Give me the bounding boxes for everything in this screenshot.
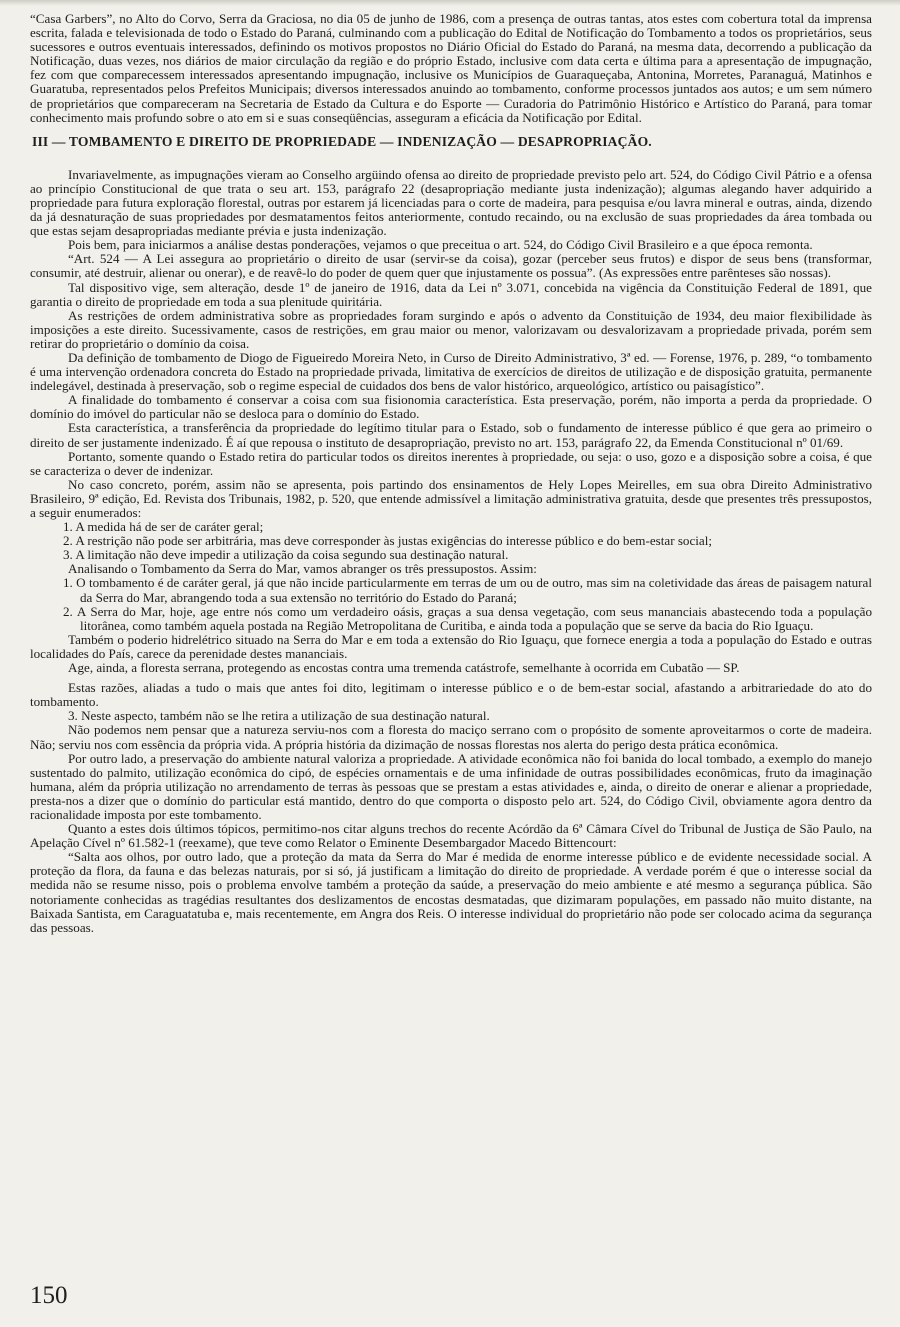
page-number: 150 xyxy=(30,1282,68,1309)
paragraph: A finalidade do tombamento é conservar a coisa com sua fisionomia característica. Esta preservação, porém, não importa a perda da propriedade. O domínio do imóvel do particular não se desloca para o domínio do Estado. xyxy=(30,392,872,422)
paragraph: Também o poderio hidrelétrico situado na Serra do Mar e em toda a extensão do Rio Iguaçu, que fornece energia a toda a população do Estado e outras localidades do País, carece da perenidade destes mananciais. xyxy=(30,631,872,661)
paragraph: Age, ainda, a floresta serrana, protegendo as encostas contra uma tremenda catástrofe, semelhante à ocorrida em Cubatão — SP. xyxy=(68,660,740,676)
paragraph: Da definição de tombamento de Diogo de Figueiredo Moreira Neto, in Curso de Direito Administrativo, 3ª ed. — Forense, 1976, p. 289, “o tombamento é uma intervenção ordenadora concreta do Estado na propriedade privada, limitativa de exercícios de direitos de utilização e de disposição gratuita, permanente indelegável, destinada à preservação, sob o regime especial de cuidados dos bens de valor histórico, arqueológico, artístico ou paisagístico”. xyxy=(30,349,872,394)
paragraph: Invariavelmente, as impugnações vieram ao Conselho argüindo ofensa ao direito de propriedade previsto pelo art. 524, do Código Civil Pátrio e a ofensa ao princípio Constitucional de que trata o seu art. 153, parágrafo 22 (desapropriação mediante justa indenização); algumas alegando haver adquirido a propriedade para futura exploração florestal, outras por estarem já licenciadas para o corte de madeira, para pesquisa e/ou lavra mineral e outras, ainda, dizendo da já desnaturação de suas propriedades por desmatamentos feitos anteriormente, contudo recaindo, ou na exclusão de suas propriedades da área tombada ou que estas sejam desapropriadas mediante prévia e justa indenização. xyxy=(30,166,872,239)
paragraph: Portanto, somente quando o Estado retira do particular todos os direitos inerentes à propriedade, ou seja: o uso, gozo e a disposição sobre a coisa, é que se caracteriza o dever de indenizar. xyxy=(30,448,872,478)
intro-paragraph: “Casa Garbers”, no Alto do Corvo, Serra da Graciosa, no dia 05 de junho de 1986, com a presença de outras tantas, atos estes com cobertura total da imprensa escrita, falada e televisionada de todo o Estado do Paraná, culminando com a publicação do Edital de Notificação do Tombamento a todos os proprietários, seus sucessores e outros eventuais interessados, definindo os motivos propostos no Diário Oficial do Estado do Paraná, na mesma data, decorrendo a publicação da Notificação, duas vezes, nos diários de maior circulação da região e do próprio Estado, inclusive com data certa e última para a apresentação de impugnação, fez com que comparecessem interessados apresentando impugnação, inclusive os Municípios de Guaraqueçaba, Antonina, Morretes, Paranaguá, Matinhos e Guaratuba, representados pelos Prefeitos Municipais; diversos interessados anuindo ao tombamento, conforme processos juntados aos autos; e um sem número de proprietários que compareceram na Secretaria de Estado da Cultura e do Esporte — Curadoria do Patrimônio Histórico e Artístico do Paraná, para tomar conhecimento mais profundo sobre o ato em si e suas conseqüências, asseguram a eficácia da Notificação por Edital. xyxy=(30,11,872,125)
analysis-item: 1. O tombamento é de caráter geral, já que não incide particularmente em terras de um ou de outro, mas sim na coletividade das áreas de paisagem natural da Serra do Mar, abrangendo toda a sua extensão no território do Estado do Paraná; xyxy=(63,575,872,605)
section-heading: III — TOMBAMENTO E DIREITO DE PROPRIEDADE — INDENIZAÇÃO — DESAPROPRIAÇÃO. xyxy=(32,133,652,149)
paragraph: As restrições de ordem administrativa sobre as propriedades foram surgindo e após o advento da Constituição de 1934, deu maior flexibilidade às imposições a este direito. Sucessivamente, casos de restrições, em grau maior ou menor, valorizavam ou desvalorizavam a propriedade privada, porém sem retirar do proprietário o domínio da coisa. xyxy=(30,307,872,351)
paragraph: 3. Neste aspecto, também não se lhe retira a utilização de sua destinação natural. xyxy=(68,708,490,724)
paragraph: Pois bem, para iniciarmos a análise destas ponderações, vejamos o que preceitua o art. 524, do Código Civil Brasileiro e a que época remonta. xyxy=(68,237,813,253)
quote-article-524: “Art. 524 — A Lei assegura ao proprietário o direito de usar (servir-se da coisa), gozar (perceber seus frutos) e dispor de seus bens (transformar, consumir, até destruir, alienar ou onerar), e de reavê-lo do poder de quem quer que injustamente os possua”. (As expressões entre parênteses são nossas). xyxy=(30,251,872,281)
page-edge-shadow xyxy=(0,0,900,6)
analysis-item: 2. A Serra do Mar, hoje, age entre nós como um verdadeiro oásis, graças a sua densa vegetação, com seus mananciais abastecendo toda a população litorânea, como também aquela postada na Região Metropolitana de Curitiba, e ainda toda a população que se serve da bacia do Rio Iguaçu. xyxy=(63,603,872,633)
presupposition-item: 2. A restrição não pode ser arbitrária, mas deve corresponder às justas exigências do interesse público e do bem-estar social; xyxy=(63,533,713,549)
paragraph: Esta característica, a transferência da propriedade do legítimo titular para o Estado, sob o fundamento de interesse público é que gera ao primeiro o direito de ser justamente indenizado. É aí que repousa o instituto de desapropriação, previsto no art. 153, parágrafo 22, da Emenda Constitucional nº 01/69. xyxy=(30,420,872,450)
paragraph: Estas razões, aliadas a tudo o mais que antes foi dito, legitimam o interesse público e o de bem-estar social, afastando a arbitrariedade do ato do tombamento. xyxy=(30,680,872,710)
presupposition-item: 1. A medida há de ser de caráter geral; xyxy=(63,519,264,535)
paragraph: Tal dispositivo vige, sem alteração, desde 1º de janeiro de 1916, data da Lei nº 3.071, concebida na vigência da Constituição Federal de 1891, que garantia o direito de propriedade em toda a sua plenitude quiritária. xyxy=(30,279,872,309)
paragraph: Quanto a estes dois últimos tópicos, permitimo-nos citar alguns trechos do recente Acórdão da 6ª Câmara Cível do Tribunal de Justiça de São Paulo, na Apelação Cível nº 61.582-1 (reexame), que teve como Relator o Eminente Desembargador Macedo Bittencourt: xyxy=(30,821,872,851)
paragraph: No caso concreto, porém, assim não se apresenta, pois partindo dos ensinamentos de Hely Lopes Meirelles, em sua obra Direito Administrativo Brasileiro, 9ª edição, Ed. Revista dos Tribunais, 1982, p. 520, que entende admissível a limitação administrativa gratuita, desde que presentes três pressupostos, a seguir enumerados: xyxy=(30,476,872,520)
presupposition-item: 3. A limitação não deve impedir a utilização da coisa segundo sua destinação natural. xyxy=(63,547,509,563)
paragraph: Por outro lado, a preservação do ambiente natural valoriza a propriedade. A atividade econômica não foi banida do local tombado, a exemplo do manejo sustentado do palmito, utilização econômica do cipó, de espécies ornamentais e de uma infinidade de outras possibilidades econômicas, fruto da imaginação humana, além da própria utilização no arrendamento de terras às pessoas que se prestam a estas atividades e, ainda, o direito de onerar e alienar a propriedade, presta-nos a dizer que o domínio do particular está mantido, dentro do que comporta o disposto pelo art. 524, do Código Civil, obviamente agora dentro da racionalidade imposta por este tombamento. xyxy=(30,750,872,822)
paragraph: Não podemos nem pensar que a natureza serviu-nos com a floresta do maciço serrano com o propósito de somente aproveitarmos o corte de madeira. Não; serviu nos com essência da própria vida. A própria história da dizimação de nossas florestas nos alerta do perigo desta prática econômica. xyxy=(30,722,872,752)
analysis-intro: Analisando o Tombamento da Serra do Mar, vamos abranger os três pressupostos. Assim: xyxy=(68,561,537,577)
court-quote: “Salta aos olhos, por outro lado, que a proteção da mata da Serra do Mar é medida de enorme interesse público e de evidente necessidade social. A proteção da flora, da fauna e das belezas naturais, por si só, já justificam a limitação do direito de propriedade. A verdade porém é que o interesse social da medida não se resume nisso, pois o problema envolve também a proteção da saúde, a preservação do meio ambiente e até mesmo a segurança pública. São notoriamente conhecidas as tragédias resultantes dos deslizamentos de encostas desmatadas, que dizimaram populações, em passado não muito distante, na Baixada Santista, em Caraguatatuba e, mais recentemente, em Angra dos Reis. O interesse individual do proprietário não pode ser colocado acima da segurança das pessoas. xyxy=(30,849,872,935)
